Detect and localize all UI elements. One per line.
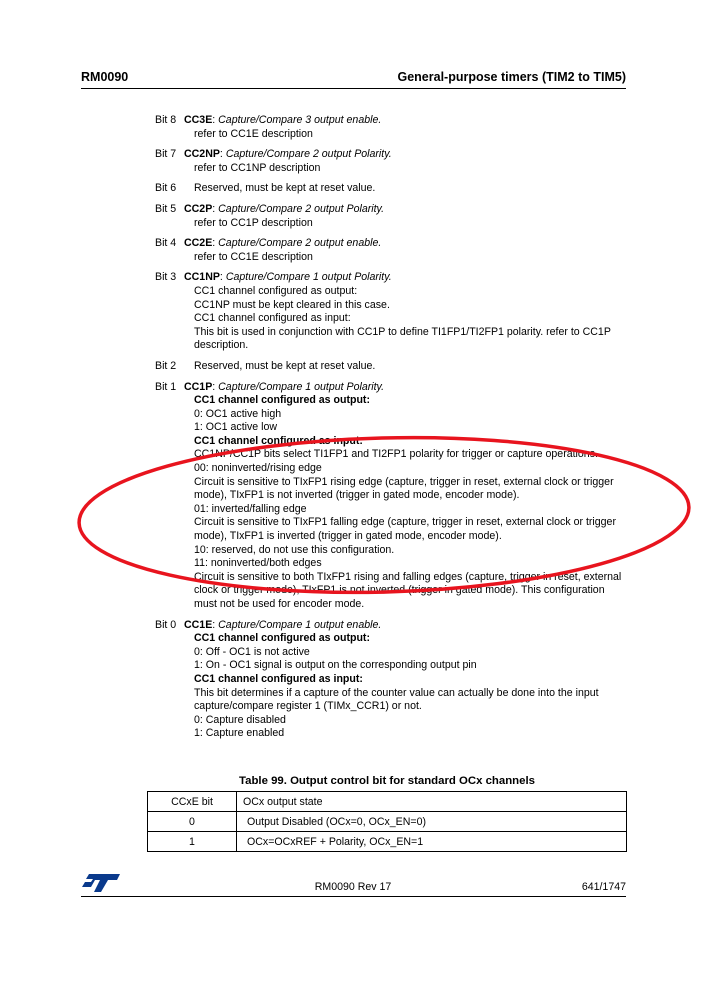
bit-desc: Capture/Compare 1 output enable.: [218, 618, 382, 631]
bit-text: CC1NP/CC1P bits select TI1FP1 and TI2FP1 polarity for trigger or capture operations.: [194, 448, 598, 461]
bit-text: Circuit is sensitive to TIxFP1 falling edge (capture, trigger in reset, external clock or trigger mode), TIxFP1 is inverted (trigger in gated mode, encoder mode).: [194, 516, 616, 543]
bit-1: Bit 1 CC1P: Capture/Compare 1 output Polarity. CC1 channel configured as output: 0: OC1 active high 1: OC1 active low CC1 channel configured as input: CC1NP/CC1P bits select TI1FP1 and TI2FP1 polarity for trigger or capture operations. 00: noninverted/rising edge Circuit is sensitive to TIxFP1 rising edge (capture, trigger in reset, external clock or trigger mode), TIxFP1 is not inverted (trigger in gated mode, encoder mode). 01: inverted/falling edge Circuit is sensitive to TIxFP1 falling edge (capture, trigger in reset, external clock or trigger mode), TIxFP1 is inverted (trigger in gated mode, encoder mode). 10: reserved, do not use this configuration. 11: noninverted/both edges Circuit is sensitive to both TIxFP1 rising and falling edges (capture, trigger in reset, external clock or trigger mode), TIxFP1 is not inverted (trigger in gated mode). This configuration must not be used for encoder mode.: [155, 381, 630, 612]
table-row: [148, 832, 627, 852]
bit-desc: Capture/Compare 1 output Polarity.: [218, 380, 385, 393]
bit-3: Bit 3 CC1NP: Capture/Compare 1 output Polarity. CC1 channel configured as output: CC1NP must be kept cleared in this case. CC1 channel configured as input: This bit is used in conjunction with CC1P to define TI1FP1/TI2FP1 polarity. refer to CC1P description.: [155, 271, 630, 353]
subheading: CC1 channel configured as input:: [194, 672, 363, 685]
bit-text: 01: inverted/falling edge: [194, 502, 307, 515]
table-header-cell: OCx output state: [237, 792, 627, 812]
bit-label: Bit 4: [155, 237, 177, 250]
bit-desc: Capture/Compare 1 output Polarity.: [225, 271, 392, 284]
bit-text: Reserved, must be kept at reset value.: [194, 182, 376, 195]
bit-text: This bit determines if a capture of the counter value can actually be done into the input capture/compare register 1 (TIMx_CCR1) or not.: [194, 686, 599, 713]
bit-name: CC1E: [184, 618, 213, 631]
bit-text: CC1NP must be kept cleared in this case.: [194, 298, 390, 311]
bit-name: CC1P: [184, 380, 213, 393]
bit-text: CC1 channel configured as output:: [194, 284, 358, 297]
bit-name: CC1NP: [184, 271, 220, 284]
bit-text: refer to CC1P description: [194, 216, 313, 229]
bit-desc: Capture/Compare 2 output enable.: [218, 237, 382, 250]
bit-desc: Capture/Compare 3 output enable.: [218, 114, 382, 126]
bit-label: Bit 3: [155, 271, 177, 284]
bit-label: Bit 6: [155, 182, 177, 195]
bit-name: CC2P: [184, 202, 213, 215]
bit-label: Bit 5: [155, 202, 177, 215]
bit-label: Bit 2: [155, 359, 177, 372]
subheading: CC1 channel configured as output:: [194, 632, 370, 645]
bit-desc: Capture/Compare 2 output Polarity.: [218, 202, 385, 215]
bit-text: CC1 channel configured as input:: [194, 312, 351, 325]
bit-label: Bit 0: [155, 618, 177, 631]
bit-text: Circuit is sensitive to TIxFP1 rising edge (capture, trigger in reset, external clock or trigger mode), TIxFP1 is not inverted (trigger in gated mode, encoder mode).: [194, 475, 614, 502]
bit-label: Bit 8: [155, 114, 177, 126]
bit-text: 0: Off - OC1 is not active: [194, 645, 310, 658]
subheading: CC1 channel configured as input:: [194, 434, 363, 447]
table-header-row: [148, 792, 627, 812]
bit-text: Reserved, must be kept at reset value.: [194, 359, 376, 372]
bit-text: 00: noninverted/rising edge: [194, 462, 322, 475]
bit-name: CC2NP: [184, 148, 220, 161]
bit-name: CC2E: [184, 237, 213, 250]
bit-text: 10: reserved, do not use this configuration.: [194, 543, 395, 556]
bit-0: Bit 0 CC1E: Capture/Compare 1 output enable. CC1 channel configured as output: 0: Off - OC1 is not active 1: On - OC1 signal is output on the corresponding output pin CC1 channel configured as input: This bit determines if a capture of the counter value can actually be done into the input capture/compare register 1 (TIMx_CCR1) or not. 0: Capture disabled 1: Capture enabled: [155, 619, 630, 741]
doc-revision: RM0090 Rev 17: [314, 881, 392, 893]
table-cell: OCx=OCxREF + Polarity, OCx_EN=1: [237, 832, 627, 852]
table-header-cell: CCxE bit: [148, 792, 237, 812]
bit-2: [155, 360, 630, 374]
section-title: General-purpose timers (TIM2 to TIM5): [397, 70, 626, 84]
bit-text: 1: On - OC1 signal is output on the corresponding output pin: [194, 659, 477, 672]
bit-text: refer to CC1NP description: [194, 161, 321, 174]
bit-text: 1: Capture enabled: [194, 727, 285, 740]
bit-text: 11: noninverted/both edges: [194, 557, 322, 570]
table-row: [148, 812, 627, 832]
bit-8: Bit 8 CC3E: Capture/Compare 3 output enable. refer to CC1E description: [155, 114, 630, 141]
bit-name: CC3E: [184, 114, 213, 126]
bit-text: This bit is used in conjunction with CC1P to define TI1FP1/TI2FP1 polarity. refer to CC1P description.: [194, 325, 611, 352]
bit-label: Bit 1: [155, 380, 177, 393]
footer-rule: [81, 896, 626, 897]
table-caption: Table 99. Output control bit for standard OCx channels: [239, 775, 535, 787]
bit-7: Bit 7 CC2NP: Capture/Compare 2 output Polarity. refer to CC1NP description: [155, 148, 630, 175]
header-rule: [81, 88, 626, 89]
bit-4: Bit 4 CC2E: Capture/Compare 2 output enable. refer to CC1E description: [155, 237, 630, 264]
bit-descriptions: [155, 114, 630, 748]
page-number: 641/1747: [581, 881, 626, 893]
bit-text: refer to CC1E description: [194, 250, 313, 263]
bit-text: 0: OC1 active high: [194, 407, 282, 420]
subheading: CC1 channel configured as output:: [194, 394, 370, 407]
bit-desc: Capture/Compare 2 output Polarity.: [225, 148, 392, 161]
bit-text: 0: Capture disabled: [194, 713, 286, 726]
table-cell: 1: [148, 832, 237, 852]
table-cell: 0: [148, 812, 237, 832]
bit-text: 1: OC1 active low: [194, 421, 278, 434]
table-cell: Output Disabled (OCx=0, OCx_EN=0): [237, 812, 627, 832]
bit-text: refer to CC1E description: [194, 127, 313, 140]
bit-5: Bit 5 CC2P: Capture/Compare 2 output Polarity. refer to CC1P description: [155, 203, 630, 230]
bit-text: Circuit is sensitive to both TIxFP1 rising and falling edges (capture, trigger in reset, external clock or trigger mode), TIxFP1 is not inverted (trigger in gated mode). This configuration must not be used for encoder mode.: [194, 570, 622, 610]
bit-6: [155, 182, 630, 196]
output-control-table: [147, 791, 627, 852]
doc-id: RM0090: [81, 70, 129, 84]
bit-label: Bit 7: [155, 148, 177, 161]
